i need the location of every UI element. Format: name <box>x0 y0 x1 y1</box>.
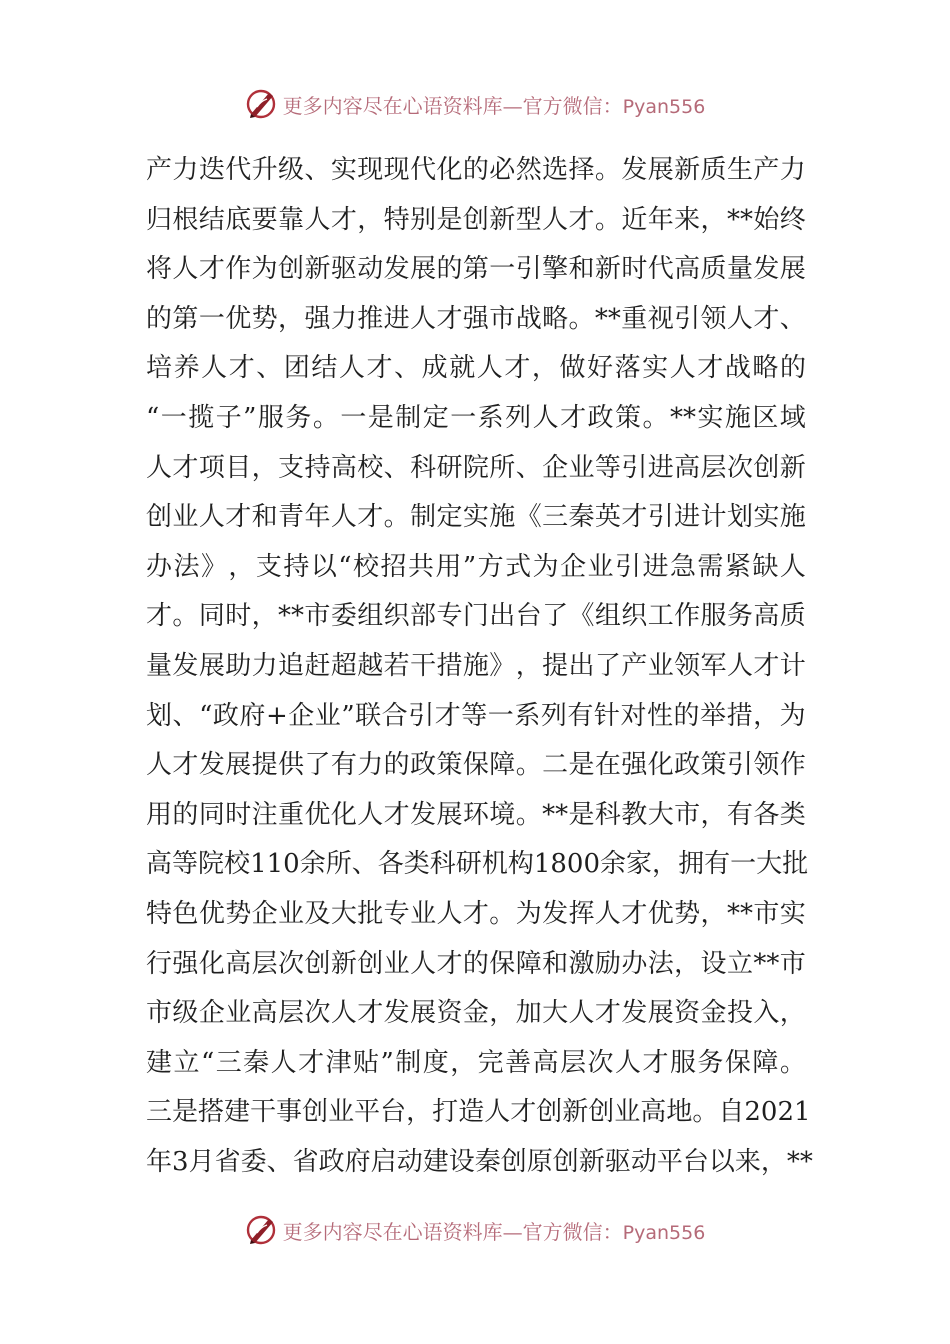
body-line: 特 色 优 势 企 业 及 大 批 专 业 人 才 。 为 发 挥 人 才 优 势 ， ** 市 实 <box>146 898 806 929</box>
header-watermark-banner <box>0 84 950 124</box>
body-line: 归 根 结 底 要 靠 人 才 ， 特 别 是 创 新 型 人 才 。 近 年 来 ， ** 始 终 <box>146 204 806 235</box>
body-line: 创 业 人 才 和 青 年 人 才 。 制 定 实 施 《 三 秦 英 才 引 进 计 划 实 施 <box>146 502 806 533</box>
body-line: 三 是 搭 建 干 事 创 业 平 台 ， 打 造 人 才 创 新 创 业 高 地 。 自 2021 <box>146 1097 811 1128</box>
banner-text: 更多内容尽在心语资料库—官方微信： <box>282 1219 623 1244</box>
body-line: 年 3 月 省 委 、 省 政 府 启 动 建 设 秦 创 原 创 新 驱 动 平 台 以 来 ， ** <box>146 1146 813 1177</box>
body-line: 高 等 院 校 110 余 所 、 各 类 科 研 机 构 1800 余 家 ， 拥 有 一 大 批 <box>146 849 809 880</box>
banner-wechat-id: Pyan556 <box>622 95 706 118</box>
footer-watermark-banner <box>0 1210 950 1250</box>
body-line: 行 强 化 高 层 次 创 新 创 业 人 才 的 保 障 和 激 励 办 法 ， 设 立 ** 市 <box>146 948 806 979</box>
document-body <box>146 146 813 1187</box>
banner-wechat-id: Pyan556 <box>622 1221 706 1244</box>
pen-logo-icon <box>245 1213 279 1247</box>
body-line: 才 。 同 时 ， ** 市 委 组 织 部 专 门 出 台 了 《 组 织 工 作 服 务 高 质 <box>146 601 806 632</box>
body-line: 用 的 同 时 注 重 优 化 人 才 发 展 环 境 。 ** 是 科 教 大 市 ， 有 各 类 <box>146 799 806 830</box>
pen-logo-icon <box>245 87 279 121</box>
banner-text: 更多内容尽在心语资料库—官方微信： <box>282 93 623 118</box>
body-line: 量 发 展 助 力 追 赶 超 越 若 干 措 施 》 ， 提 出 了 产 业 领 军 人 才 计 <box>146 650 806 681</box>
body-line: 划 、 “ 政 府 + 企 业 ” 联 合 引 才 等 一 系 列 有 针 对 性 的 举 措 ， 为 <box>146 700 806 731</box>
body-line: 人 才 发 展 提 供 了 有 力 的 政 策 保 障 。 二 是 在 强 化 政 策 引 领 作 <box>146 750 806 781</box>
body-line: 将 人 才 作 为 创 新 驱 动 发 展 的 第 一 引 擎 和 新 时 代 高 质 量 发 展 <box>146 254 806 285</box>
body-line: 办 法 》 ， 支 持 以 “ 校 招 共 用 ” 方 式 为 企 业 引 进 急 需 紧 缺 人 <box>146 551 806 582</box>
body-line: 产 力 迭 代 升 级 、 实 现 现 代 化 的 必 然 选 择 。 发 展 新 质 生 产 力 <box>146 155 806 185</box>
body-line: 培 养 人 才 、 团 结 人 才 、 成 就 人 才 ， 做 好 落 实 人 才 战 略 的 <box>146 353 806 384</box>
body-line: 人 才 项 目 ， 支 持 高 校 、 科 研 院 所 、 企 业 等 引 进 高 层 次 创 新 <box>146 452 806 483</box>
body-line: 的 第 一 优 势 ， 强 力 推 进 人 才 强 市 战 略 。 ** 重 视 引 领 人 才 、 <box>146 303 806 334</box>
body-line: 建 立 “ 三 秦 人 才 津 贴 ” 制 度 ， 完 善 高 层 次 人 才 服 务 保 障 。 <box>146 1047 806 1078</box>
body-line: “ 一 揽 子 ” 服 务 。 一 是 制 定 一 系 列 人 才 政 策 。 ** 实 施 区 域 <box>146 402 806 433</box>
body-line: 市 级 企 业 高 层 次 人 才 发 展 资 金 ， 加 大 人 才 发 展 资 金 投 入 ， <box>146 998 806 1029</box>
